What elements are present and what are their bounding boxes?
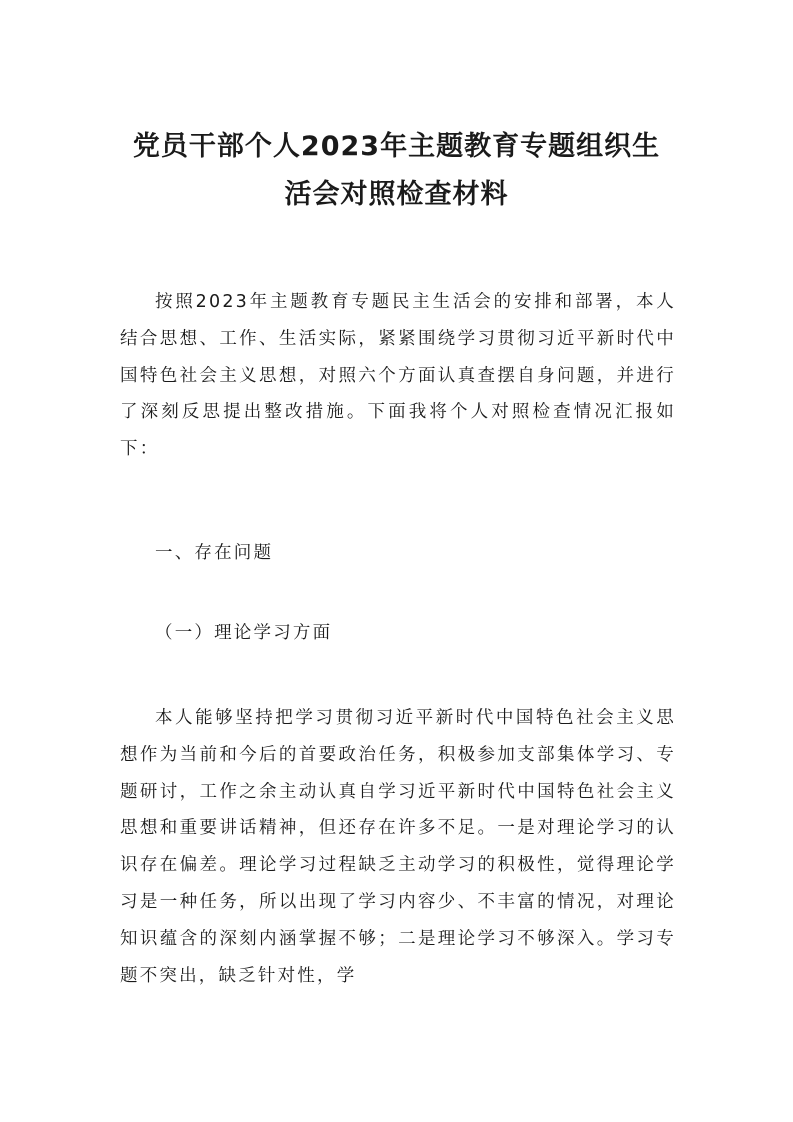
body-paragraph: 本人能够坚持把学习贯彻习近平新时代中国特色社会主义思想作为当前和今后的首要政治任务，积极参加支部集体学习、专题研讨，工作之余主动认真自学习近平新时代中国特色社会主义思想和重要讲话精神，但还存在许多不足。一是对理论学习的认识存在偏差。理论学习过程缺乏主动学习的积极性，觉得理论学习是一种任务，所以出现了学习内容少、不丰富的情况，对理论知识蕴含的深刻内涵掌握不够；二是理论学习不够深入。学习专题不突出，缺乏针对性，学 [120, 708, 676, 986]
section-heading: 一、存在问题 [155, 543, 274, 563]
document-title-line-2: 活会对照检查材料 [284, 179, 509, 210]
intro-paragraph: 按照2023年主题教育专题民主生活会的安排和部署，本人结合思想、工作、生活实际，紧紧围绕学习贯彻习近平新时代中国特色社会主义思想，对照六个方面认真查摆自身问题，并进行了深刻反思提出整改措施。下面我将个人对照检查情况汇报如下： [120, 292, 676, 460]
document-title-line-1: 党员干部个人2023年主题教育专题组织生 [132, 131, 661, 162]
subsection-heading: （一）理论学习方面 [155, 623, 333, 643]
